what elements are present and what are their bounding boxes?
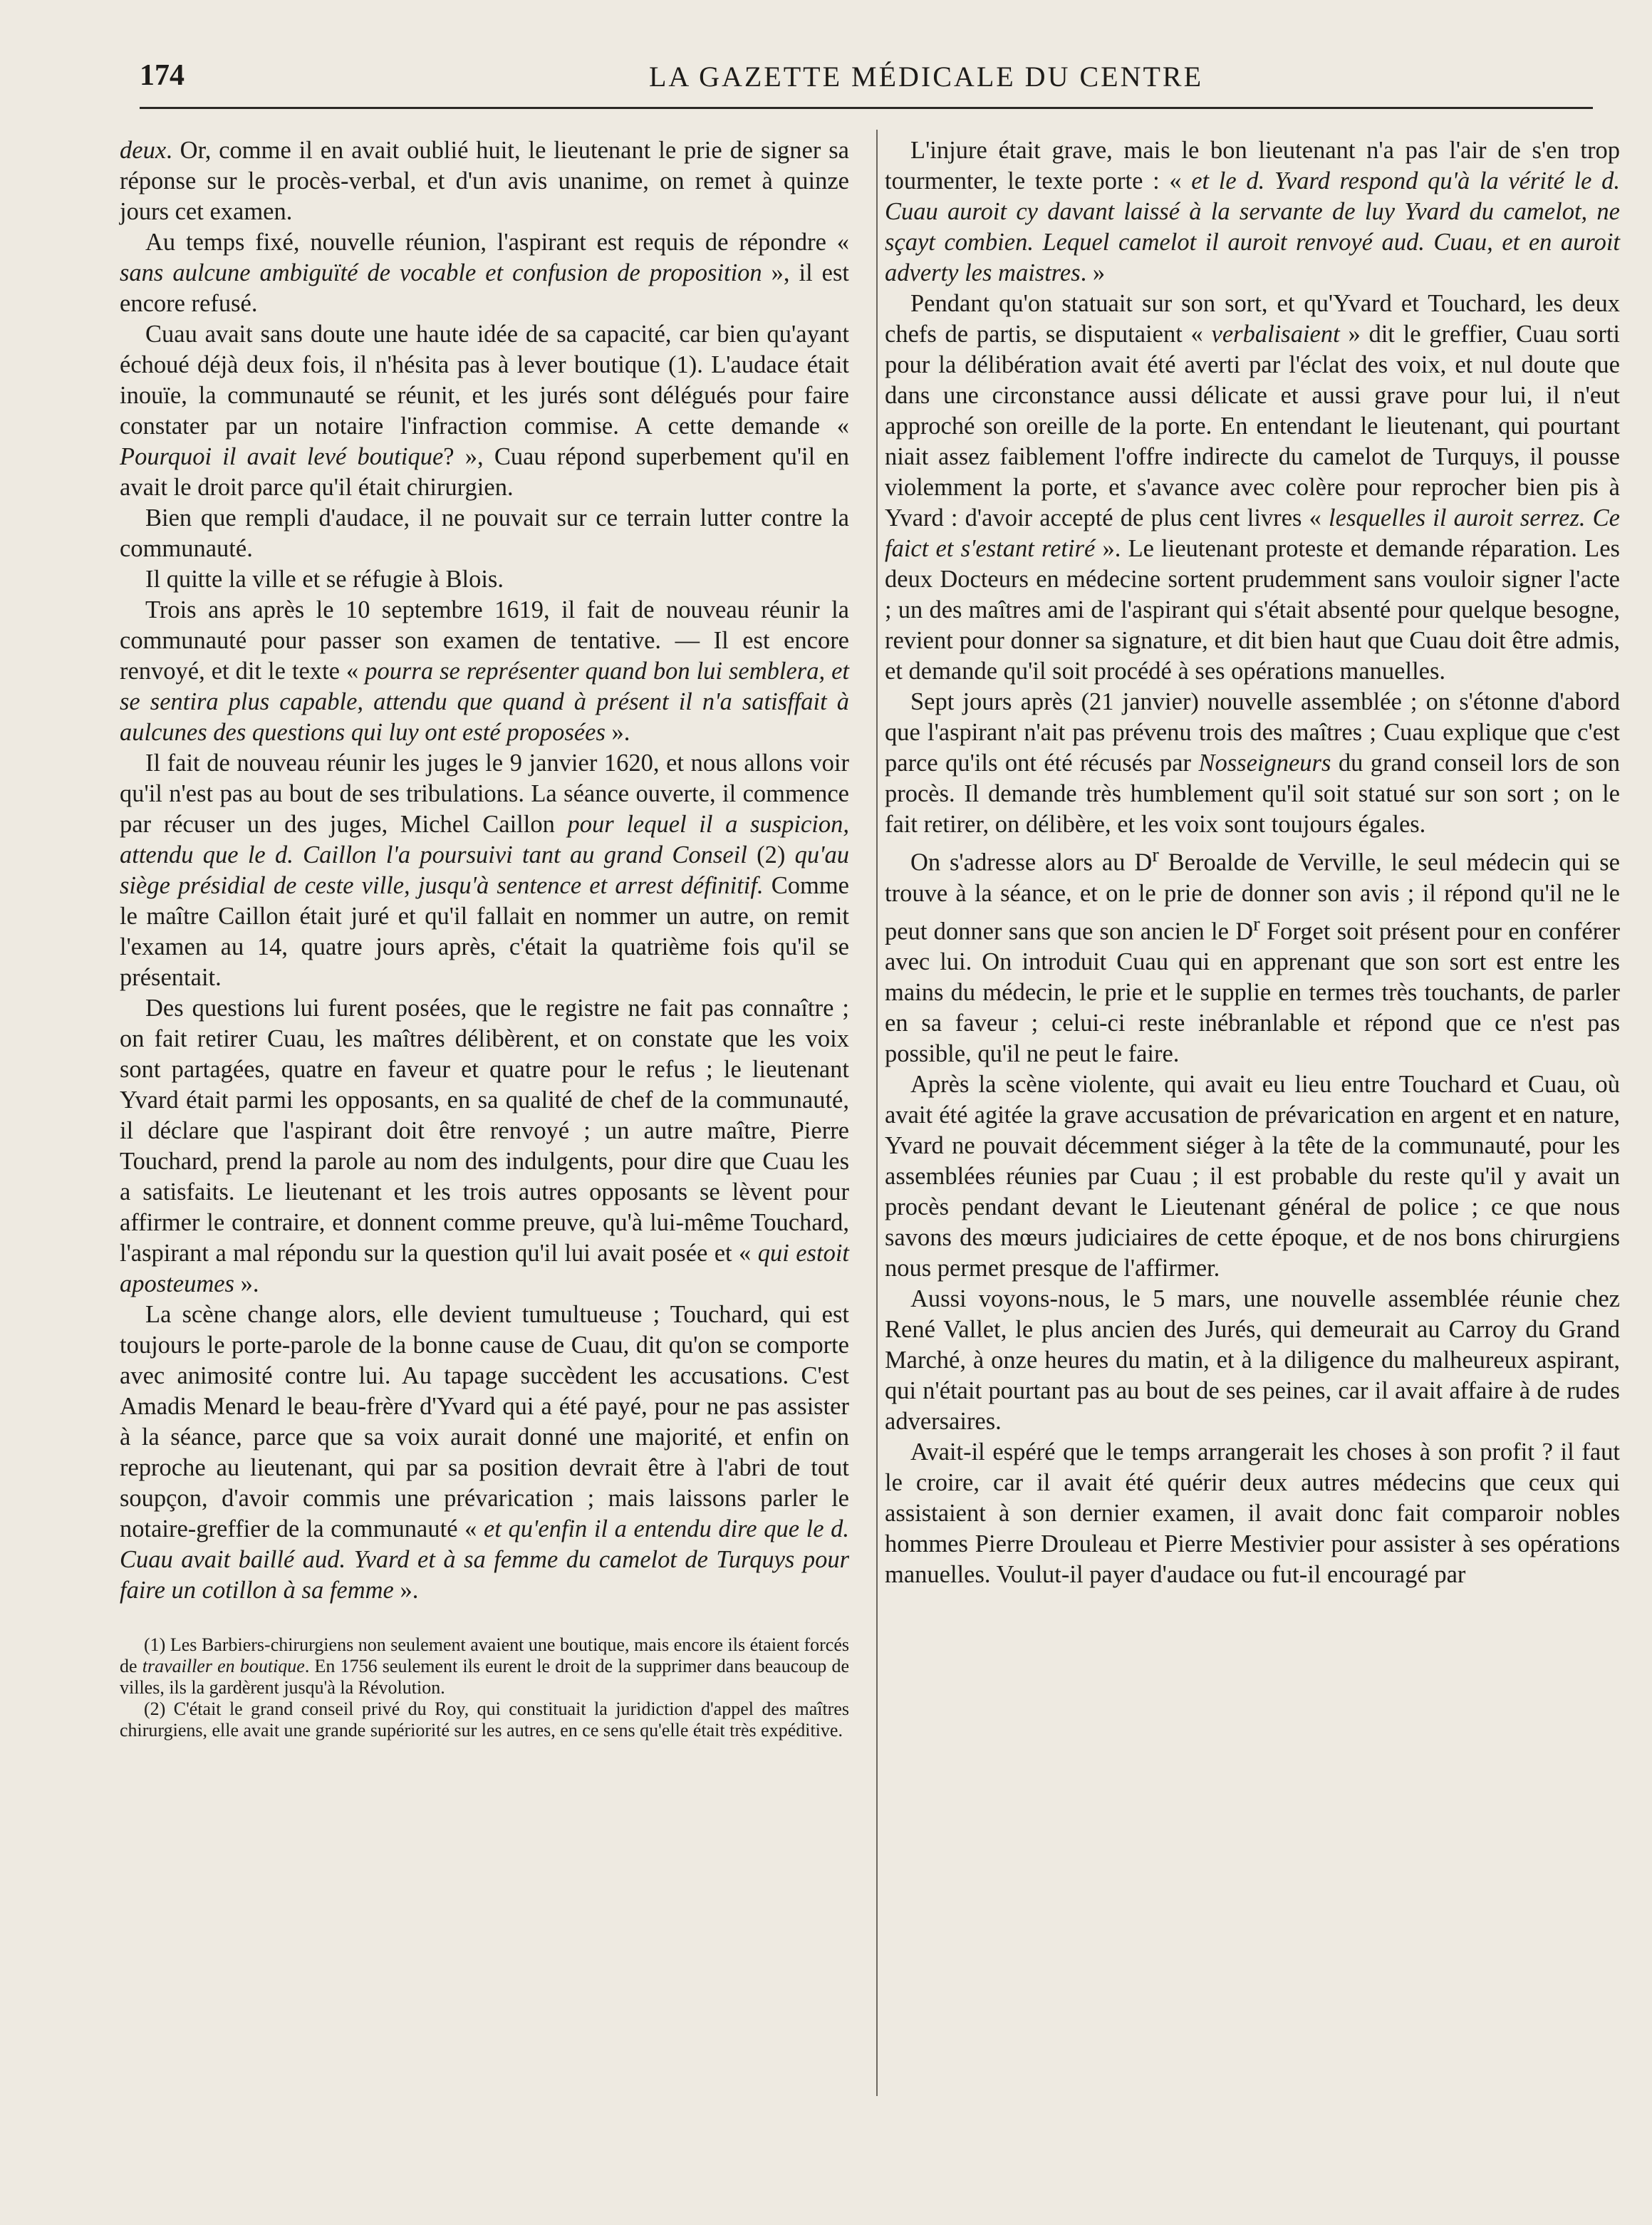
superscript: r — [1152, 844, 1159, 866]
paragraph — [885, 687, 1620, 840]
footnote — [120, 1698, 849, 1741]
text-run: ». — [605, 719, 630, 746]
paragraph — [120, 503, 849, 564]
paragraph — [120, 135, 849, 227]
column-divider — [876, 130, 878, 2096]
italic-quote: lesquelles il auroit serrez. Ce faict et s'estant retiré — [885, 504, 1620, 562]
text-run: (2) — [747, 841, 795, 868]
footnote — [120, 1634, 849, 1698]
paragraph — [120, 227, 849, 319]
left-column-body — [120, 135, 849, 1606]
text-run: L'injure était grave, mais le bon lieutenant n'a pas l'air de s'en trop tourmenter, le texte porte : « — [885, 137, 1620, 195]
text-run: Cuau avait sans doute une haute idée de sa capacité, car bien qu'ayant échoué déjà deux fois, il n'hésita pas à lever boutique (1). L'audace était inouïe, la communauté se réunit, et les jurés sont délégués pour faire constater par un notaire l'infraction commise. A cette demande « — [120, 321, 849, 440]
text-run: Bien que rempli d'audace, il ne pouvait sur ce terrain lutter contre la communauté. — [120, 504, 849, 562]
text-run: ? », Cuau répond superbement qu'il en avait le droit parce qu'il était chirurgien. — [120, 443, 849, 501]
text-run: Beroalde de Verville, le seul médecin qui se trouve à la séance, et on le prie de donner son avis ; il répond qu'il ne le peut donner sans que son ancien le D — [885, 849, 1620, 945]
italic-quote: sans aulcune ambiguïté de vocable et confusion de proposition — [120, 259, 762, 286]
text-run: (1) Les Barbiers-chirurgiens non seulement avaient une boutique, mais encore ils étaient forcés de — [120, 1634, 849, 1676]
right-column — [885, 135, 1620, 1590]
text-run: Des questions lui furent posées, que le registre ne fait pas connaître ; on fait retirer Cuau, les maîtres délibèrent, et on constate que les voix sont partagées, quatre en faveur et quatre pour le refus ; le lieutenant Yvard était parmi les opposants, en sa qualité de chef de la communauté, il déclare que l'aspirant doit être renvoyé ; un autre maître, Pierre Touchard, prend la parole au nom des indulgents, pour dire que Cuau les a satisfaits. Le lieutenant et les trois autres opposants se lèvent pour affirmer le contraire, et donnent comme preuve, qu'à lui-même Touchard, l'aspirant a mal répondu sur la question qu'il lui avait posée et « — [120, 995, 849, 1267]
italic-quote: deux — [120, 137, 167, 164]
page-header — [140, 53, 1593, 95]
italic-quote: pourra se représenter quand bon lui semblera, et se sentira plus capable, attendu que quand à présent il n'a satisffait à aulcunes des questions qui luy ont esté proposées — [120, 658, 849, 746]
text-run: Comme le maître Caillon était juré et qu'il fallait en nommer un autre, on remit l'examen au 14, quatre jours après, c'était la quatrième fois qu'il se présentait. — [120, 872, 849, 991]
page-number: 174 — [140, 59, 185, 92]
paragraph — [885, 135, 1620, 289]
text-run: Avait-il espéré que le temps arrangerait les choses à son profit ? il faut le croire, car il avait été quérir deux autres médecins que ceux qui assistaient à son dernier examen, il avait donc fait comparoir nobles hommes Pierre Drouleau et Pierre Mestivier pour assister à ses opérations manuelles. Voulut-il payer d'audace ou fut-il encouragé par — [885, 1438, 1620, 1588]
italic-quote: Nosseigneurs — [1198, 750, 1331, 777]
paragraph — [120, 564, 849, 595]
italic-quote: travailler en boutique — [142, 1656, 305, 1676]
text-run: », il est encore refusé. — [120, 259, 849, 317]
italic-quote: pour lequel il a suspicion, attendu que le d. Caillon l'a poursuivi tant au grand Conseil — [120, 811, 849, 868]
superscript: r — [1253, 912, 1260, 935]
text-run: » dit le greffier, Cuau sorti pour la délibération avait été averti par l'éclat des voix, et nul doute que dans une circonstance aussi délicate et aussi grave pour lui, il n'eut approché son oreille de la porte. En entendant le lieutenant, qui pourtant niait assez faiblement l'offre indirecte du camelot de Turquys, il pousse violemment la porte, et s'avance avec colère pour reprocher bien pis à Yvard : d'avoir accepté de plus cent livres « — [885, 321, 1620, 531]
paragraph — [885, 840, 1620, 1069]
text-run: Au temps fixé, nouvelle réunion, l'aspirant est requis de répondre « — [145, 229, 849, 256]
text-run: On s'adresse alors au D — [910, 849, 1153, 876]
italic-quote: verbalisaient — [1211, 321, 1340, 348]
text-run: ». — [234, 1270, 259, 1297]
paragraph — [120, 748, 849, 993]
italic-quote: et le d. Yvard respond qu'à la vérité le d. Cuau auroit cy davant laissé à la servante de luy Yvard du camelot, ne sçayt combien. Lequel camelot il auroit renvoyé aud. Cuau, et en auroit adverty les maistres — [885, 167, 1620, 286]
italic-quote: qu'au siège présidial de ceste ville, jusqu'à sentence et arrest définitif. — [120, 841, 849, 899]
paragraph — [120, 993, 849, 1300]
paragraph — [885, 1437, 1620, 1590]
paragraph — [885, 289, 1620, 687]
text-run: Forget soit présent pour en conférer avec lui. On introduit Cuau qui en apprenant que son sort est entre les mains du médecin, le prie et le supplie en termes très touchants, de parler en sa faveur ; celui-ci reste inébranlable et répond que ce n'est pas possible, qu'il ne peut le faire. — [885, 918, 1620, 1067]
text-run: du grand conseil lors de son procès. Il demande très humblement qu'il soit statué sur son sort ; on le fait retirer, on délibère, et les voix sont toujours égales. — [885, 750, 1620, 838]
paragraph — [120, 319, 849, 503]
italic-quote: Pourquoi il avait levé boutique — [120, 443, 444, 470]
text-run: . Or, comme il en avait oublié huit, le lieutenant le prie de signer sa réponse sur le procès-verbal, et d'un avis unanime, on remet à quinze jours cet examen. — [120, 137, 849, 225]
italic-quote: et qu'enfin il a entendu dire que le d. Cuau avait baillé aud. Yvard et à sa femme du camelot de Turquys pour faire un cotillon à sa femme — [120, 1515, 849, 1604]
header-rule — [140, 107, 1593, 109]
text-run: Il fait de nouveau réunir les juges le 9 janvier 1620, et nous allons voir qu'il n'est pas au bout de ses tribulations. La séance ouverte, il commence par récuser un des juges, Michel Caillon — [120, 750, 849, 838]
italic-quote: qui estoit aposteumes — [120, 1240, 849, 1297]
text-run: Pendant qu'on statuait sur son sort, et qu'Yvard et Touchard, les deux chefs de partis, se disputaient « — [885, 290, 1620, 348]
paragraph — [885, 1069, 1620, 1284]
text-run: Aussi voyons-nous, le 5 mars, une nouvelle assemblée réunie chez René Vallet, le plus ancien des Jurés, qui demeurait au Carroy du Grand Marché, à onze heures du matin, et à la diligence du malheureux aspirant, qui n'était pourtant pas au bout de ses peines, car il avait affaire à de rudes adversaires. — [885, 1285, 1620, 1435]
text-run: Après la scène violente, qui avait eu lieu entre Touchard et Cuau, où avait été agitée la grave accusation de prévarication en argent et en nature, Yvard ne pouvait décemment siéger à la tête de la communauté, pour les assemblées réunies par Cuau ; il est probable du reste qu'il y avait un procès pendant devant le Lieutenant général de police ; ce que nous savons des mœurs judiciaires de cette époque, et de nos bons chirurgiens nous permet presque de l'affirmer. — [885, 1071, 1620, 1282]
footnotes — [120, 1634, 849, 1741]
text-run: Sept jours après (21 janvier) nouvelle assemblée ; on s'étonne d'abord que l'aspirant n'ait pas prévenu trois des maîtres ; Cuau explique que c'est parce qu'ils ont été récusés par — [885, 688, 1620, 777]
paragraph — [120, 1300, 849, 1606]
text-run: ». — [393, 1577, 419, 1604]
text-run: . » — [1080, 259, 1106, 286]
paragraph — [120, 595, 849, 748]
right-column-body — [885, 135, 1620, 1590]
running-title: LA GAZETTE MÉDICALE DU CENTRE — [648, 61, 1203, 93]
text-run: ». Le lieutenant proteste et demande réparation. Les deux Docteurs en médecine sortent prudemment sans vouloir signer l'acte ; un des maîtres ami de l'aspirant qui s'était absenté pour quelque besogne, revient pour donner sa signature, et dit bien haut que Cuau doit être admis, et demande qu'il soit procédé à ses opérations manuelles. — [885, 535, 1620, 685]
paragraph — [885, 1284, 1620, 1437]
text-run: Il quitte la ville et se réfugie à Blois. — [145, 566, 504, 593]
text-run: . En 1756 seulement ils eurent le droit de la supprimer dans beaucoup de villes, ils la gardèrent jusqu'à la Révolution. — [120, 1656, 849, 1698]
left-column — [120, 135, 849, 1741]
text-run: Trois ans après le 10 septembre 1619, il fait de nouveau réunir la communauté pour passer son examen de tentative. — Il est encore renvoyé, et dit le texte « — [120, 596, 849, 685]
text-run: La scène change alors, elle devient tumultueuse ; Touchard, qui est toujours le porte-parole de la bonne cause de Cuau, dit qu'on se comporte avec animosité contre lui. Au tapage succèdent les accusations. C'est Amadis Menard le beau-frère d'Yvard qui a été payé, pour ne pas assister à la séance, parce que sa voix aurait donné une majorité, et enfin on reproche au lieutenant, qui par sa position devrait être à l'abri de tout soupçon, d'avoir commis une prévarication ; mais laissons parler le notaire-greffier de la communauté « — [120, 1301, 849, 1542]
text-run: (2) C'était le grand conseil privé du Roy, qui constituait la juridiction d'appel des maîtres chirurgiens, elle avait une grande supériorité sur les autres, en ce sens qu'elle était très expéditive. — [120, 1698, 849, 1741]
